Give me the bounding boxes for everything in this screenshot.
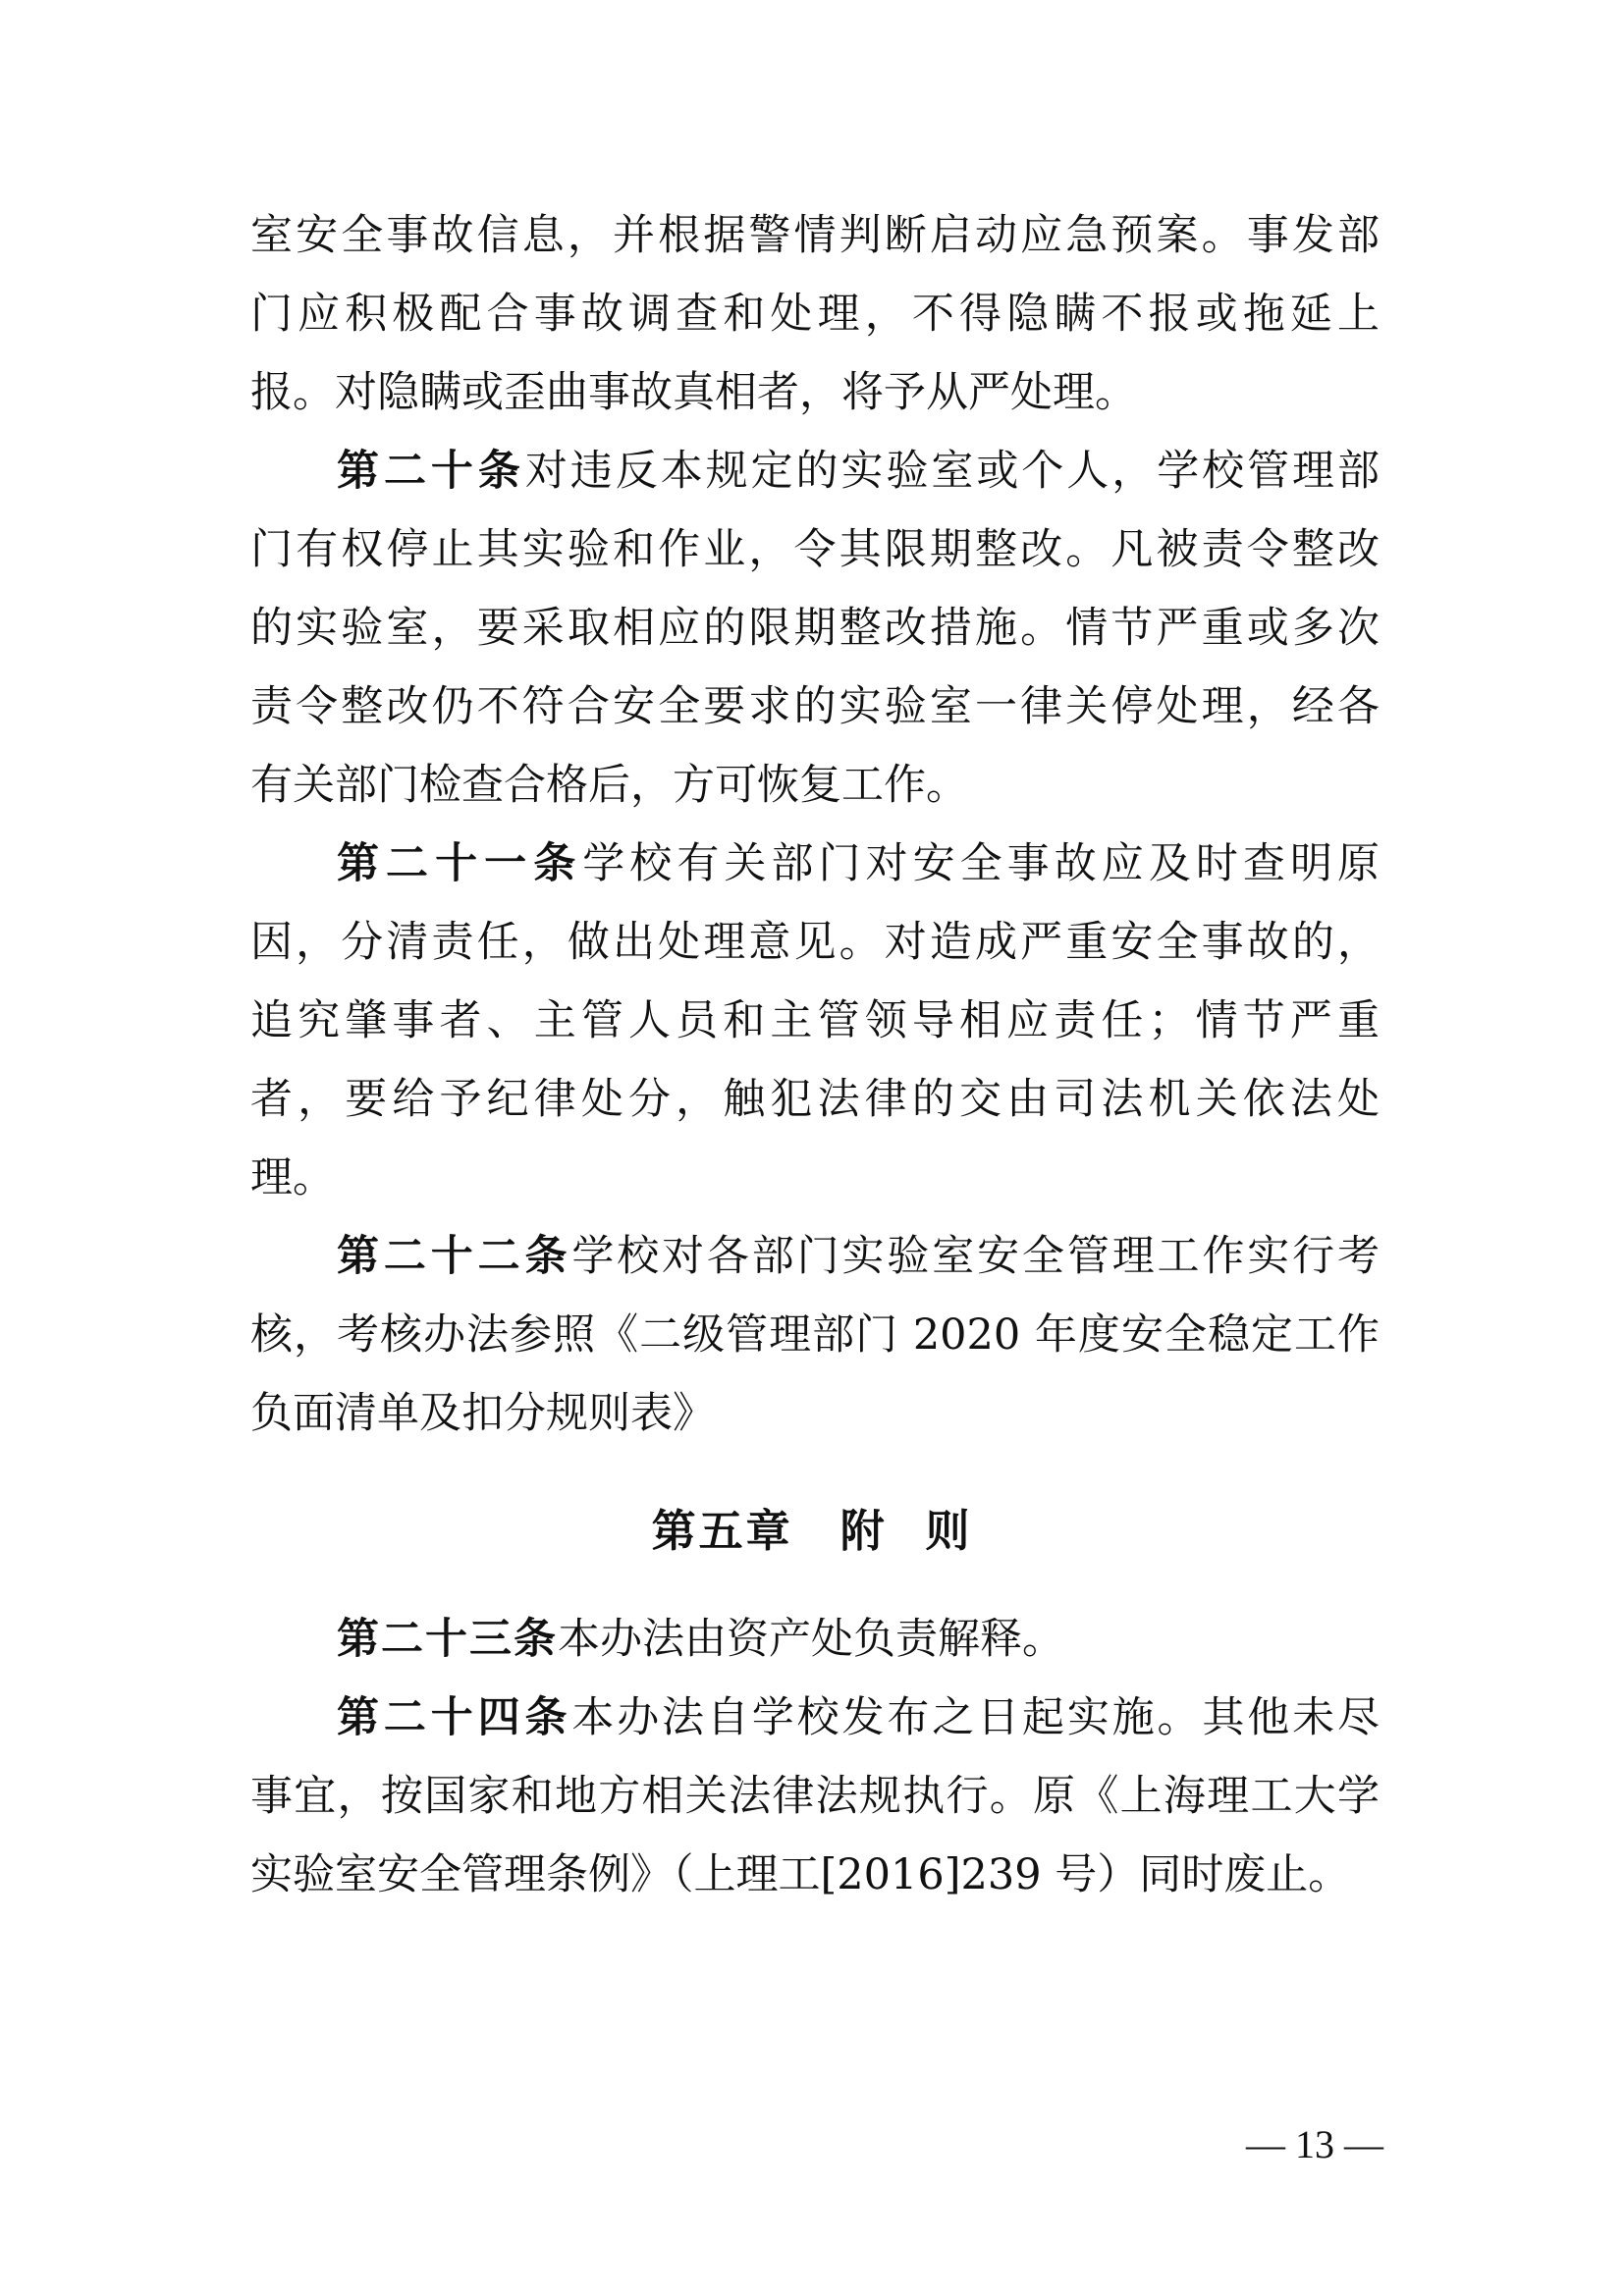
text-line: 事宜，按国家和地方相关法律法规执行。原《上海理工大学 (250, 1772, 1380, 1821)
text-line: 追究肇事者、主管人员和主管领导相应责任；情节严重 (250, 996, 1380, 1045)
chapter-title: 第五章 附 则 (651, 1505, 973, 1557)
text-line: 的实验室，要采取相应的限期整改措施。情节严重或多次 (250, 604, 1380, 653)
article-number: 第二十二条 (337, 1232, 572, 1281)
article-text: 对违反本规定的实验室或个人，学校管理部 (524, 447, 1380, 496)
text-line: 门有权停止其实验和作业，令其限期整改。凡被责令整改 (250, 525, 1380, 574)
article-text: 学校有关部门对安全事故应及时查明原 (582, 839, 1380, 888)
article-first-line (337, 1679, 1380, 1757)
text-line: 负面清单及扣分规则表》 (250, 1389, 715, 1438)
article-first-line (337, 1217, 1380, 1296)
text-line: 有关部门检查合格后，方可恢复工作。 (250, 761, 968, 810)
article-first-line (337, 1600, 1380, 1679)
article-text: 学校对各部门实验室安全管理工作实行考 (571, 1232, 1380, 1281)
text-line: 室安全事故信息，并根据警情判断启动应急预案。事发部 (250, 211, 1380, 260)
article-first-line (337, 825, 1380, 903)
page-number: — 13 — (1246, 2122, 1383, 2166)
text-line: 门应积极配合事故调查和处理，不得隐瞒不报或拖延上 (250, 290, 1380, 339)
article-number: 第二十一条 (337, 839, 583, 888)
article-number: 第二十条 (337, 447, 525, 496)
text-line: 理。 (250, 1153, 335, 1202)
text-line: 者，要给予纪律处分，触犯法律的交由司法机关依法处 (250, 1075, 1380, 1124)
article-number: 第二十三条 (337, 1615, 558, 1664)
article-number: 第二十四条 (337, 1693, 572, 1742)
text-line: 实验室安全管理条例》（上理工[2016]239 号）同时废止。 (250, 1850, 1351, 1899)
text-line: 报。对隐瞒或歪曲事故真相者，将予从严处理。 (250, 368, 1137, 417)
text-line: 核，考核办法参照《二级管理部门 2020 年度安全稳定工作 (250, 1310, 1380, 1360)
text-line: 因，分清责任，做出处理意见。对造成严重安全事故的， (250, 918, 1380, 967)
text-line: 责令整改仍不符合安全要求的实验室一律关停处理，经各 (250, 682, 1380, 731)
article-text: 本办法由资产处负责解释。 (558, 1615, 1064, 1664)
article-text: 本办法自学校发布之日起实施。其他未尽 (571, 1693, 1380, 1742)
article-first-line (337, 432, 1380, 510)
